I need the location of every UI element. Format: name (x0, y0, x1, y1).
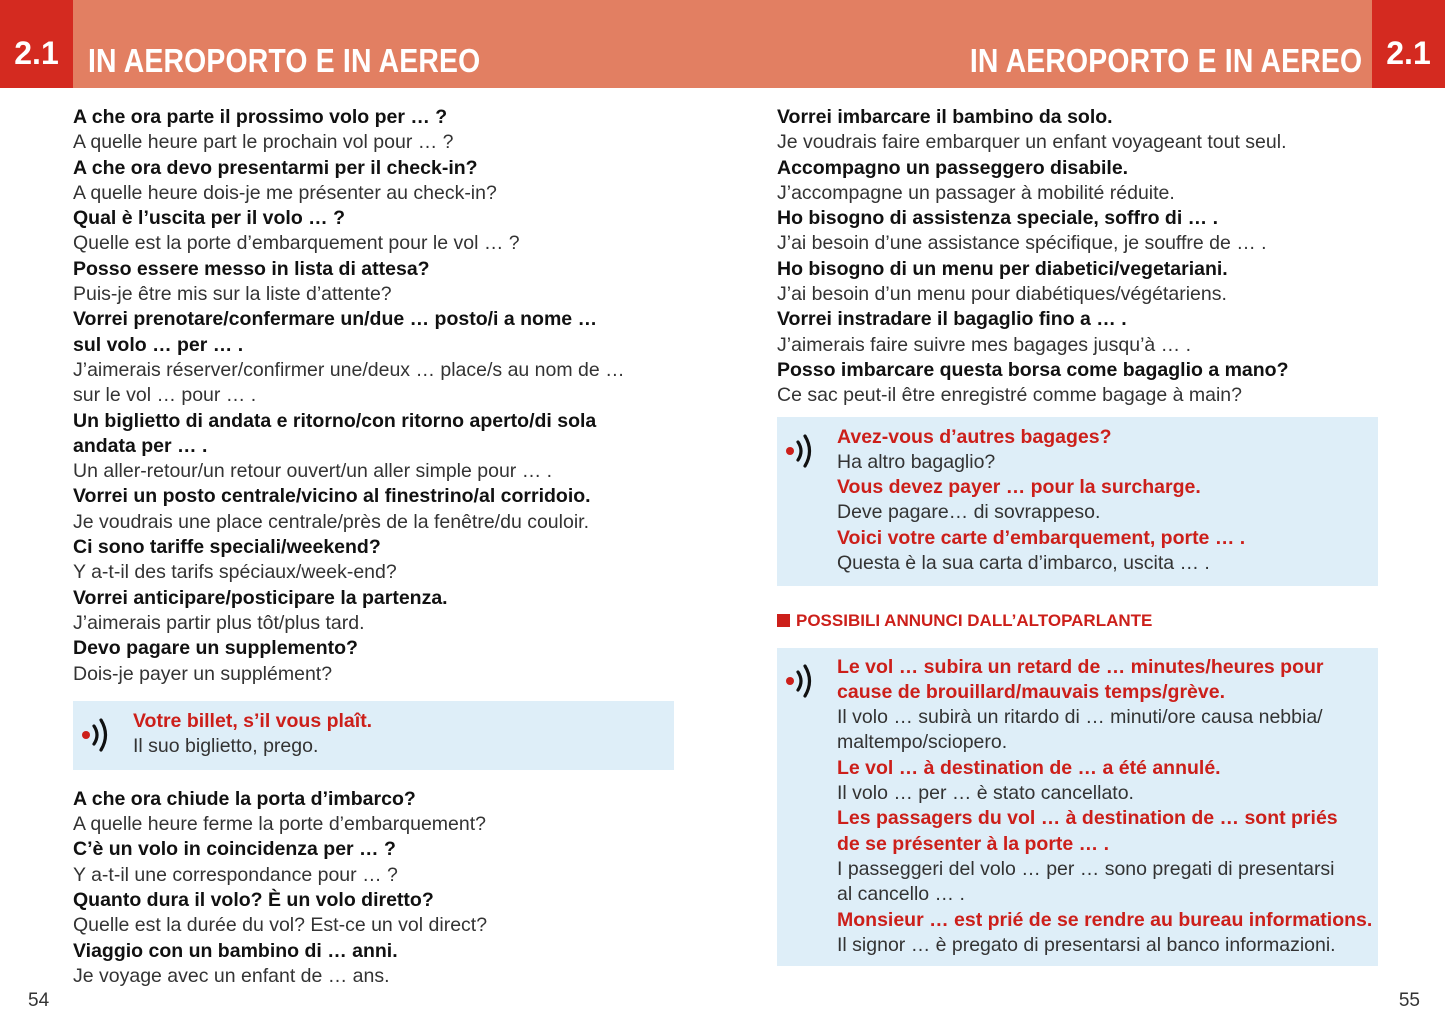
translation-line: al cancello … . (837, 883, 965, 906)
italian-phrase: A che ora chiude la porta d’imbarco? (73, 787, 416, 810)
section-heading-text: POSSIBILI ANNUNCI DALL’ALTOPARLANTE (796, 610, 1153, 630)
italian-phrase: Accompagno un passeggero disabile. (777, 156, 1129, 179)
translation-line: J’ai besoin d’un menu pour diabétiques/végétariens. (777, 283, 1227, 306)
translation-line: Je voudrais une place centrale/près de la fenêtre/du couloir. (73, 510, 589, 533)
dialogue-lines (777, 425, 1378, 577)
translation-line: Il suo biglietto, prego. (133, 735, 319, 758)
italian-phrase: Quanto dura il volo? È un volo diretto? (73, 889, 434, 912)
chapter-badge-left: 2.1 (0, 0, 73, 88)
translation-line: sur le vol … pour … . (73, 384, 257, 407)
translation-line: A quelle heure part le prochain vol pour … ? (73, 131, 454, 154)
translation-line: J’aimerais réserver/confirmer une/deux … place/s au nom de … (73, 358, 625, 381)
translation-line: A quelle heure dois-je me présenter au check-in? (73, 181, 497, 204)
translation-line: Deve pagare… di sovrappeso. (837, 501, 1101, 524)
translation-line: Quelle est la durée du vol? Est-ce un vol direct? (73, 914, 488, 937)
translation-line: Questa è la sua carta d’imbarco, uscita … . (837, 552, 1210, 575)
section-heading (777, 608, 1382, 634)
italian-phrase: Vorrei un posto centrale/vicino al finestrino/al corridoio. (73, 485, 591, 508)
phrase-list (73, 105, 683, 687)
dialogue-lines (73, 709, 674, 760)
italian-phrase: Posso essere messo in lista di attesa? (73, 257, 430, 280)
french-announcement: Le vol … à destination de … a été annulé. (837, 756, 1221, 779)
dialogue-box (73, 701, 674, 770)
italian-phrase: Un biglietto di andata e ritorno/con ritorno aperto/di sola (73, 409, 597, 432)
italian-phrase: Vorrei anticipare/posticipare la partenza. (73, 586, 448, 609)
italian-phrase: Viaggio con un bambino di … anni. (73, 939, 398, 962)
italian-phrase: Vorrei imbarcare il bambino da solo. (777, 106, 1113, 128)
translation-line: J’ai besoin d’une assistance spécifique, je souffre de … . (777, 232, 1267, 255)
french-announcement: Monsieur … est prié de se rendre au bureau informations. (837, 908, 1373, 931)
translation-line: Quelle est la porte d’embarquement pour le vol … ? (73, 232, 520, 255)
italian-phrase: A che ora devo presentarmi per il check-in? (73, 156, 478, 179)
section-marker-icon (777, 614, 790, 627)
italian-phrase: andata per … . (73, 434, 208, 457)
italian-phrase: Posso imbarcare questa borsa come bagaglio a mano? (777, 358, 1289, 381)
italian-phrase: A che ora parte il prossimo volo per … ? (73, 106, 448, 128)
translation-line: maltempo/sciopero. (837, 731, 1008, 754)
chapter-title-left: IN AEROPORTO E IN AEREO (88, 42, 481, 79)
translation-line: Puis-je être mis sur la liste d’attente? (73, 283, 392, 306)
italian-phrase: Ci sono tariffe speciali/weekend? (73, 536, 381, 559)
phrase-list (777, 105, 1382, 409)
italian-phrase: Ho bisogno di un menu per diabetici/vegetariani. (777, 257, 1228, 280)
translation-line: Un aller-retour/un retour ouvert/un aller simple pour … . (73, 460, 553, 483)
translation-line: Il volo … per … è stato cancellato. (837, 782, 1134, 805)
translation-line: Il volo … subirà un ritardo di … minuti/ore causa nebbia/ (837, 706, 1323, 729)
phrase-list (73, 787, 683, 989)
announcement-box (777, 648, 1378, 966)
translation-line: Dois-je payer un supplément? (73, 662, 333, 685)
french-announcement: de se présenter à la porte … . (837, 832, 1110, 855)
italian-phrase: Qual è l’uscita per il volo … ? (73, 207, 345, 230)
translation-line: A quelle heure ferme la porte d’embarquement? (73, 813, 487, 836)
translation-line: Il signor … è pregato di presentarsi al banco informazioni. (837, 933, 1336, 956)
french-announcement: Vous devez payer … pour la surcharge. (837, 476, 1201, 499)
sound-waves-icon (79, 715, 115, 755)
dialogue-box (777, 417, 1378, 586)
french-announcement: Avez-vous d’autres bagages? (837, 425, 1112, 448)
italian-phrase: C’è un volo in coincidenza per … ? (73, 838, 396, 861)
translation-line: Ha altro bagaglio? (837, 450, 996, 473)
sound-waves-icon (783, 431, 819, 471)
italian-phrase: Devo pagare un supplemento? (73, 637, 358, 660)
page-header (0, 0, 1445, 88)
translation-line: J’aimerais partir plus tôt/plus tard. (73, 611, 365, 634)
page-number-right: 55 (1398, 990, 1420, 1011)
translation-line: Y a-t-il des tarifs spéciaux/week-end? (73, 561, 397, 584)
translation-line: Y a-t-il une correspondance pour … ? (73, 863, 398, 886)
chapter-badge-right: 2.1 (1372, 0, 1445, 88)
translation-line: I passeggeri del volo … per … sono pregati di presentarsi (837, 857, 1335, 880)
italian-phrase: Ho bisogno di assistenza speciale, soffro di … . (777, 207, 1219, 230)
french-announcement: Voici votre carte d’embarquement, porte … . (837, 526, 1246, 549)
translation-line: Je voudrais faire embarquer un enfant voyageant tout seul. (777, 131, 1287, 154)
french-announcement: Votre billet, s’il vous plaît. (133, 709, 373, 732)
french-announcement: cause de brouillard/mauvais temps/grève. (837, 680, 1225, 703)
chapter-title-right: IN AEROPORTO E IN AEREO (969, 42, 1362, 79)
sound-waves-icon (783, 661, 819, 701)
italian-phrase: sul volo … per … . (73, 333, 244, 356)
italian-phrase: Vorrei instradare il bagaglio fino a … . (777, 308, 1127, 331)
left-column (73, 105, 683, 989)
italian-phrase: Vorrei prenotare/confermare un/due … posto/i a nome … (73, 308, 598, 331)
right-column (777, 105, 1382, 966)
translation-line: Je voyage avec un enfant de … ans. (73, 964, 390, 987)
translation-line: J’accompagne un passager à mobilité réduite. (777, 181, 1175, 204)
page-number-left: 54 (28, 990, 50, 1011)
translation-line: Ce sac peut-il être enregistré comme bagage à main? (777, 384, 1242, 407)
translation-line: J’aimerais faire suivre mes bagages jusqu’à … . (777, 333, 1192, 356)
french-announcement: Le vol … subira un retard de … minutes/heures pour (837, 655, 1324, 678)
announcement-lines (777, 655, 1378, 959)
french-announcement: Les passagers du vol … à destination de … sont priés (837, 807, 1338, 830)
